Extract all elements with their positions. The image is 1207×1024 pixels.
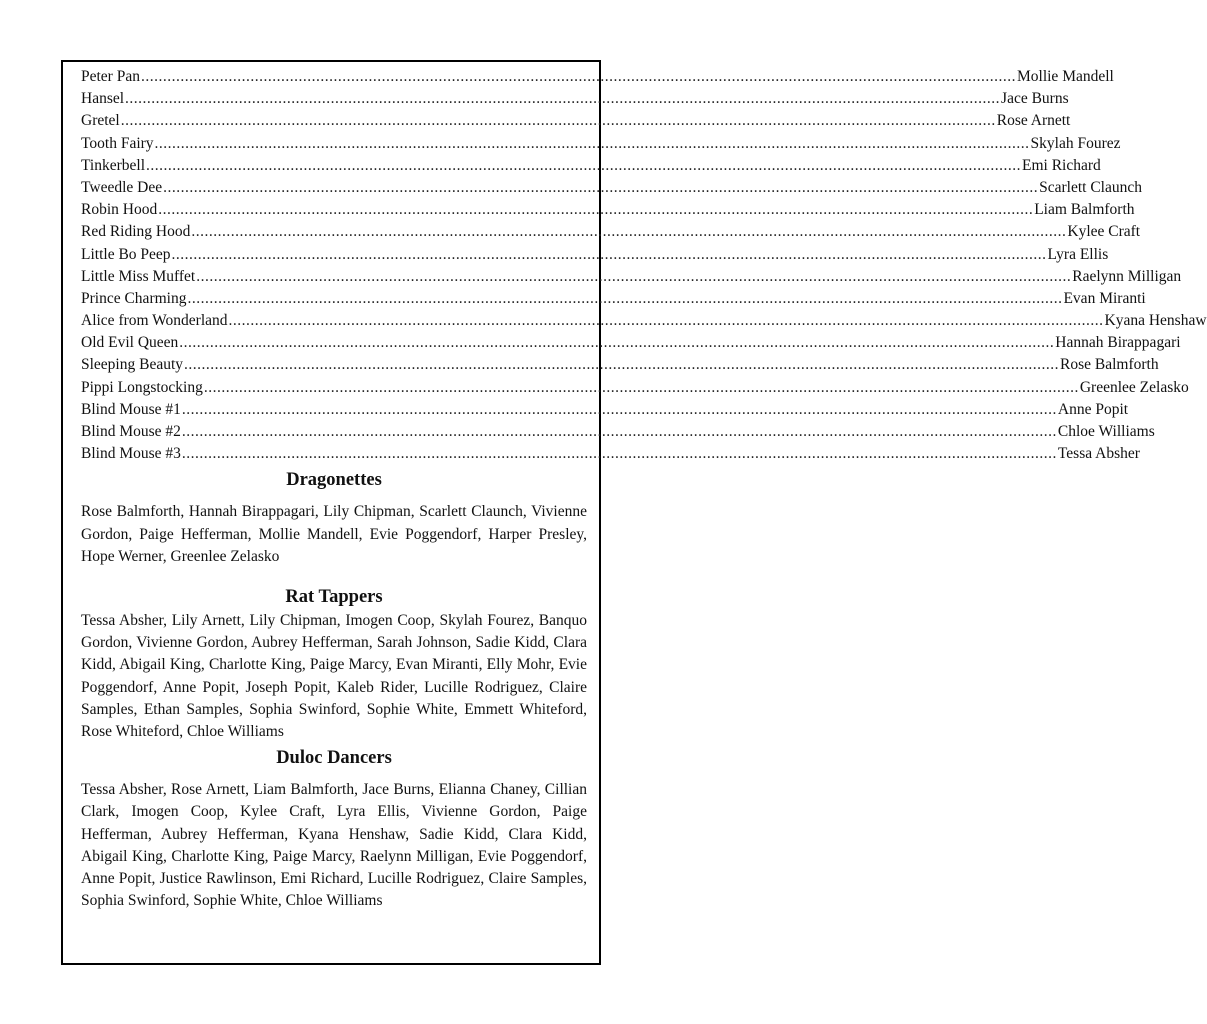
role-name: Hansel <box>81 90 125 108</box>
dot-leader: ........................................................................................................................................................................................................ <box>163 178 1039 196</box>
dot-leader: ........................................................................................................................................................................................................ <box>203 378 1079 396</box>
role-name: Little Bo Peep <box>81 245 171 263</box>
role-name: Blind Mouse #2 <box>81 423 181 440</box>
dot-leader: ........................................................................................................................................................................................................ <box>181 445 1057 463</box>
actor-name: Scarlett Claunch <box>1039 178 1142 196</box>
actor-name: Anne Popit <box>1057 400 1129 418</box>
role-name: Robin Hood <box>81 201 158 219</box>
cast-row <box>81 88 1069 110</box>
section-title-rat-tappers: Rat Tappers <box>285 586 383 607</box>
section-body-duloc-dancers: Tessa Absher, Rose Arnett, Liam Balmforth, Jace Burns, Elianna Chaney, Cillian Clark, Imogen Coop, Kylee Craft, Lyra Ellis, Vivienne Gordon, Paige Hefferman, Aubrey Hefferman, Kyana Henshaw, Sadie Kidd, Clara Kidd, Abigail King, Charlotte King, Paige Marcy, Raelynn Milligan, Evie Poggendorf, Anne Popit, Justice Rawlinson, Emi Richard, Lucille Rodriguez, Claire Samples, Sophia Swinford, Sophie White, Chloe Williams <box>81 781 587 910</box>
actor-name: Evan Miranti <box>1063 289 1146 307</box>
actor-name: Mollie Mandell <box>1016 68 1114 85</box>
cast-row <box>81 421 1155 443</box>
actor-name: Rose Balmforth <box>1060 356 1159 374</box>
role-name: Blind Mouse #3 <box>81 445 181 463</box>
role-name: Tinkerbell <box>81 156 146 174</box>
dot-leader: ........................................................................................................................................................................................................ <box>125 90 1001 108</box>
dot-leader: ........................................................................................................................................................................................................ <box>196 267 1072 285</box>
cast-row <box>81 110 1071 132</box>
role-name: Sleeping Beauty <box>81 356 184 374</box>
dot-leader: ........................................................................................................................................................................................................ <box>184 356 1060 374</box>
cast-row <box>81 288 1146 310</box>
actor-name: Kyana Henshaw <box>1104 312 1207 330</box>
role-name: Peter Pan <box>81 68 140 85</box>
section-body-rat-tappers: Tessa Absher, Lily Arnett, Lily Chipman, Imogen Coop, Skylah Fourez, Banquo Gordon, Vivienne Gordon, Aubrey Hefferman, Sarah Johnson, Sadie Kidd, Clara Kidd, Abigail King, Charlotte King, Paige Marcy, Evan Miranti, Elly Mohr, Evie Poggendorf, Anne Popit, Joseph Popit, Kaleb Rider, Lucille Rodriguez, Claire Samples, Ethan Samples, Sophia Swinford, Sophie White, Emmett Whiteford, Rose Whiteford, Chloe Williams <box>81 611 587 740</box>
cast-row <box>81 155 1101 177</box>
dot-leader: ........................................................................................................................................................................................................ <box>191 223 1067 241</box>
actor-name: Chloe Williams <box>1057 423 1155 440</box>
dot-leader: ........................................................................................................................................................................................................ <box>140 68 1016 85</box>
dot-leader: ........................................................................................................................................................................................................ <box>179 334 1055 352</box>
actor-name: Hannah Birappagari <box>1055 334 1181 352</box>
cast-row <box>81 266 1182 288</box>
role-name: Prince Charming <box>81 289 187 307</box>
dot-leader: ........................................................................................................................................................................................................ <box>181 423 1057 440</box>
cast-row <box>81 354 1159 376</box>
section-title-duloc-dancers: Duloc Dancers <box>276 748 392 769</box>
cast-row <box>81 399 1129 421</box>
role-name: Alice from Wonderland <box>81 312 228 330</box>
dot-leader: ........................................................................................................................................................................................................ <box>154 134 1030 152</box>
cast-row <box>81 377 1189 399</box>
cast-row <box>81 332 1181 354</box>
role-name: Little Miss Muffet <box>81 267 196 285</box>
cast-row <box>81 310 1207 332</box>
role-name: Gretel <box>81 112 120 130</box>
cast-row <box>81 221 1141 243</box>
role-name: Old Evil Queen <box>81 334 179 352</box>
role-name: Red Riding Hood <box>81 223 191 241</box>
actor-name: Tessa Absher <box>1057 445 1140 463</box>
cast-row <box>81 133 1121 155</box>
cast-row <box>81 199 1135 221</box>
dot-leader: ........................................................................................................................................................................................................ <box>187 289 1063 307</box>
cast-list <box>81 66 1207 465</box>
role-name: Blind Mouse #1 <box>81 400 181 418</box>
dot-leader: ........................................................................................................................................................................................................ <box>181 400 1057 418</box>
section-title-dragonettes: Dragonettes <box>286 470 382 491</box>
role-name: Pippi Longstocking <box>81 378 203 396</box>
actor-name: Liam Balmforth <box>1034 201 1135 219</box>
actor-name: Lyra Ellis <box>1047 245 1109 263</box>
actor-name: Jace Burns <box>1001 90 1069 108</box>
actor-name: Kylee Craft <box>1067 223 1141 241</box>
role-name: Tooth Fairy <box>81 134 154 152</box>
program-page-frame <box>61 60 1207 965</box>
section-body-dragonettes: Rose Balmforth, Hannah Birappagari, Lily Chipman, Scarlett Claunch, Vivienne Gordon, Paige Hefferman, Mollie Mandell, Evie Poggendorf, Harper Presley, Hope Werner, Greenlee Zelasko <box>81 503 587 565</box>
actor-name: Skylah Fourez <box>1030 134 1121 152</box>
dot-leader: ........................................................................................................................................................................................................ <box>228 312 1104 330</box>
cast-row <box>81 66 1114 88</box>
cast-row <box>81 244 1109 266</box>
cast-row <box>81 443 1140 465</box>
dot-leader: ........................................................................................................................................................................................................ <box>171 245 1047 263</box>
dot-leader: ........................................................................................................................................................................................................ <box>146 156 1022 174</box>
dot-leader: ........................................................................................................................................................................................................ <box>158 201 1034 219</box>
actor-name: Emi Richard <box>1022 156 1101 174</box>
cast-row <box>81 177 1142 199</box>
role-name: Tweedle Dee <box>81 178 163 196</box>
dot-leader: ........................................................................................................................................................................................................ <box>120 112 996 130</box>
actor-name: Raelynn Milligan <box>1072 267 1182 285</box>
actor-name: Greenlee Zelasko <box>1079 378 1189 396</box>
actor-name: Rose Arnett <box>996 112 1071 130</box>
